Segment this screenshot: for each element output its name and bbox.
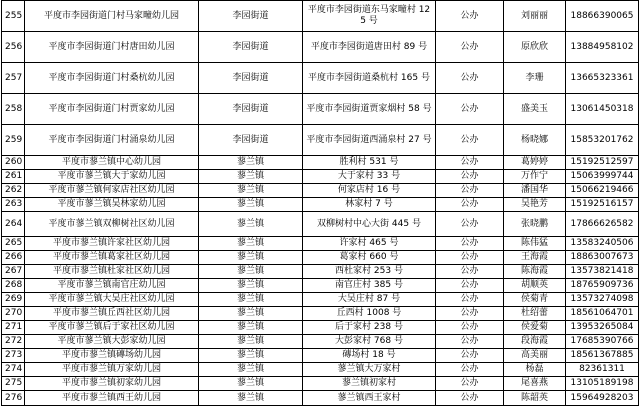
- table-row: [2, 377, 639, 391]
- row-number: 274: [2, 363, 25, 377]
- street-name: 蓼兰镇: [199, 251, 303, 265]
- street-name: 蓼兰镇: [199, 156, 303, 170]
- row-number: 261: [2, 170, 25, 184]
- kindergarten-name: 平度市蓼兰镇大彭家幼儿园: [25, 335, 199, 349]
- ownership-type: 公办: [436, 237, 504, 251]
- contact-person: 杜绍蕾: [504, 307, 566, 321]
- table-row: [2, 1, 639, 32]
- ownership-type: 公办: [436, 307, 504, 321]
- row-number: 269: [2, 293, 25, 307]
- contact-person: 吴艳芳: [504, 198, 566, 212]
- contact-person: 葛婷婷: [504, 156, 566, 170]
- table-row: [2, 279, 639, 293]
- ownership-type: 公办: [436, 63, 504, 94]
- address: 许家村 465 号: [303, 237, 436, 251]
- row-number: 262: [2, 184, 25, 198]
- phone-number: 13105189198: [566, 377, 639, 391]
- row-number: 259: [2, 125, 25, 156]
- kindergarten-name: 平度市蓼兰镇初家幼儿园: [25, 377, 199, 391]
- contact-person: 陈伟猛: [504, 237, 566, 251]
- table-row: [2, 363, 639, 377]
- street-name: 蓼兰镇: [199, 212, 303, 237]
- street-name: 蓼兰镇: [199, 279, 303, 293]
- table-row: [2, 265, 639, 279]
- row-number: 256: [2, 32, 25, 63]
- row-number: 263: [2, 198, 25, 212]
- ownership-type: 公办: [436, 391, 504, 406]
- kindergarten-name: 平度市李园街道门村涌泉幼儿园: [25, 125, 199, 156]
- table-row: [2, 307, 639, 321]
- kindergarten-name: 平度市李园街道门村桑杭幼儿园: [25, 63, 199, 94]
- address: 大吴庄村 87 号: [303, 293, 436, 307]
- ownership-type: 公办: [436, 251, 504, 265]
- kindergarten-name: 平度市蓼兰镇大吴庄社区幼儿园: [25, 293, 199, 307]
- table-row: [2, 251, 639, 265]
- contact-person: 杨磊: [504, 363, 566, 377]
- ownership-type: 公办: [436, 125, 504, 156]
- phone-number: 13573821418: [566, 265, 639, 279]
- street-name: 蓼兰镇: [199, 170, 303, 184]
- street-name: 蓼兰镇: [199, 184, 303, 198]
- kindergarten-table: [1, 0, 639, 406]
- row-number: 255: [2, 1, 25, 32]
- address: 磚场村 18 号: [303, 349, 436, 363]
- address: 蓼兰镇西王家村: [303, 391, 436, 406]
- kindergarten-name: 平度市蓼兰镇南官庄幼儿园: [25, 279, 199, 293]
- row-number: 264: [2, 212, 25, 237]
- address: 大于家村 33 号: [303, 170, 436, 184]
- ownership-type: 公办: [436, 265, 504, 279]
- contact-person: 尾喜燕: [504, 377, 566, 391]
- phone-number: 18866390065: [566, 1, 639, 32]
- row-number: 268: [2, 279, 25, 293]
- ownership-type: 公办: [436, 349, 504, 363]
- kindergarten-name: 平度市蓼兰镇葛家社区幼儿园: [25, 251, 199, 265]
- kindergarten-name: 平度市蓼兰镇中心幼儿园: [25, 156, 199, 170]
- table-row: [2, 94, 639, 125]
- ownership-type: 公办: [436, 363, 504, 377]
- table-row: [2, 237, 639, 251]
- table-row: [2, 63, 639, 94]
- kindergarten-name: 平度市蓼兰镇丘西社区幼儿园: [25, 307, 199, 321]
- phone-number: 13583240506: [566, 237, 639, 251]
- contact-person: 盛美玉: [504, 94, 566, 125]
- kindergarten-name: 平度市蓼兰镇许家社区幼儿园: [25, 237, 199, 251]
- contact-person: 杨晓娜: [504, 125, 566, 156]
- kindergarten-name: 平度市李园街道门村唐田幼儿园: [25, 32, 199, 63]
- phone-number: 18561064701: [566, 307, 639, 321]
- street-name: 蓼兰镇: [199, 363, 303, 377]
- address: 何家店村 16 号: [303, 184, 436, 198]
- street-name: 李园街道: [199, 32, 303, 63]
- phone-number: 82361311: [566, 363, 639, 377]
- phone-number: 15192516157: [566, 198, 639, 212]
- table-row: [2, 321, 639, 335]
- table-row: [2, 184, 639, 198]
- address: 后于家村 238 号: [303, 321, 436, 335]
- kindergarten-name: 平度市李园街道门村贾家幼儿园: [25, 94, 199, 125]
- address: 西杜家村 253 号: [303, 265, 436, 279]
- contact-person: 刘丽丽: [504, 1, 566, 32]
- kindergarten-name: 平度市蓼兰镇磚场幼儿园: [25, 349, 199, 363]
- table-row: [2, 335, 639, 349]
- contact-person: 王海霞: [504, 251, 566, 265]
- kindergarten-name: 平度市蓼兰镇何家店社区幼儿园: [25, 184, 199, 198]
- table-row: [2, 170, 639, 184]
- phone-number: 13061450318: [566, 94, 639, 125]
- table-row: [2, 293, 639, 307]
- street-name: 蓼兰镇: [199, 265, 303, 279]
- row-number: 258: [2, 94, 25, 125]
- ownership-type: 公办: [436, 94, 504, 125]
- table-row: [2, 125, 639, 156]
- phone-number: 13953265084: [566, 321, 639, 335]
- street-name: 蓼兰镇: [199, 237, 303, 251]
- row-number: 271: [2, 321, 25, 335]
- ownership-type: 公办: [436, 32, 504, 63]
- ownership-type: 公办: [436, 377, 504, 391]
- phone-number: 17866626582: [566, 212, 639, 237]
- address: 胜利村 531 号: [303, 156, 436, 170]
- table-row: [2, 212, 639, 237]
- row-number: 267: [2, 265, 25, 279]
- street-name: 蓼兰镇: [199, 349, 303, 363]
- ownership-type: 公办: [436, 279, 504, 293]
- address: 丘西村 1008 号: [303, 307, 436, 321]
- ownership-type: 公办: [436, 335, 504, 349]
- ownership-type: 公办: [436, 321, 504, 335]
- phone-number: 15853201762: [566, 125, 639, 156]
- phone-number: 15192512597: [566, 156, 639, 170]
- kindergarten-name: 平度市蓼兰镇万家幼儿园: [25, 363, 199, 377]
- phone-number: 15063999744: [566, 170, 639, 184]
- street-name: 李园街道: [199, 63, 303, 94]
- kindergarten-name: 平度市蓼兰镇后于家社区幼儿园: [25, 321, 199, 335]
- row-number: 266: [2, 251, 25, 265]
- address: 大彭家村 768 号: [303, 335, 436, 349]
- address: 蓼兰镇初家村: [303, 377, 436, 391]
- street-name: 李园街道: [199, 1, 303, 32]
- contact-person: 高美丽: [504, 349, 566, 363]
- ownership-type: 公办: [436, 293, 504, 307]
- address: 南官庄村 385 号: [303, 279, 436, 293]
- row-number: 257: [2, 63, 25, 94]
- ownership-type: 公办: [436, 170, 504, 184]
- phone-number: 13884958102: [566, 32, 639, 63]
- street-name: 蓼兰镇: [199, 307, 303, 321]
- street-name: 蓼兰镇: [199, 321, 303, 335]
- ownership-type: 公办: [436, 156, 504, 170]
- table-row: [2, 32, 639, 63]
- address: 林家村 7 号: [303, 198, 436, 212]
- kindergarten-name: 平度市蓼兰镇西王幼儿园: [25, 391, 199, 406]
- phone-number: 15066219466: [566, 184, 639, 198]
- kindergarten-name: 平度市蓼兰镇双柳树社区幼儿园: [25, 212, 199, 237]
- row-number: 275: [2, 377, 25, 391]
- phone-number: 18561367885: [566, 349, 639, 363]
- contact-person: 侯爱菊: [504, 321, 566, 335]
- table-row: [2, 198, 639, 212]
- street-name: 蓼兰镇: [199, 293, 303, 307]
- street-name: 蓼兰镇: [199, 391, 303, 406]
- phone-number: 17685390766: [566, 335, 639, 349]
- phone-number: 13573274098: [566, 293, 639, 307]
- address: 平度市李园街道西涌泉村 27 号: [303, 125, 436, 156]
- row-number: 273: [2, 349, 25, 363]
- address: 平度市李园街道桑杭村 165 号: [303, 63, 436, 94]
- address: 双柳树村中心大街 445 号: [303, 212, 436, 237]
- street-name: 蓼兰镇: [199, 377, 303, 391]
- contact-person: 万作宁: [504, 170, 566, 184]
- ownership-type: 公办: [436, 198, 504, 212]
- phone-number: 18765909736: [566, 279, 639, 293]
- address: 蓼兰镇大万家村: [303, 363, 436, 377]
- street-name: 李园街道: [199, 125, 303, 156]
- row-number: 272: [2, 335, 25, 349]
- contact-person: 陈韶英: [504, 391, 566, 406]
- contact-person: 侯菊青: [504, 293, 566, 307]
- contact-person: 段海霞: [504, 335, 566, 349]
- contact-person: 原欣欣: [504, 32, 566, 63]
- contact-person: 李珊: [504, 63, 566, 94]
- contact-person: 潘国华: [504, 184, 566, 198]
- street-name: 李园街道: [199, 94, 303, 125]
- contact-person: 陈海霞: [504, 265, 566, 279]
- kindergarten-name: 平度市蓼兰镇吴林家幼儿园: [25, 198, 199, 212]
- contact-person: 胡顺英: [504, 279, 566, 293]
- kindergarten-name: 平度市蓼兰镇杜家社区幼儿园: [25, 265, 199, 279]
- address: 平度市李园街道唐田村 89 号: [303, 32, 436, 63]
- table-row: [2, 391, 639, 406]
- table-row: [2, 349, 639, 363]
- contact-person: 张晓鹏: [504, 212, 566, 237]
- row-number: 276: [2, 391, 25, 406]
- table-row: [2, 156, 639, 170]
- street-name: 蓼兰镇: [199, 198, 303, 212]
- address: 平度市李园街道东马家疃村 125 号: [303, 1, 436, 32]
- address: 平度市李园街道贾家烟村 58 号: [303, 94, 436, 125]
- ownership-type: 公办: [436, 1, 504, 32]
- phone-number: 13665323361: [566, 63, 639, 94]
- address: 葛家村 660 号: [303, 251, 436, 265]
- kindergarten-name: 平度市李园街道门村马家疃幼儿园: [25, 1, 199, 32]
- ownership-type: 公办: [436, 212, 504, 237]
- phone-number: 18863007673: [566, 251, 639, 265]
- row-number: 260: [2, 156, 25, 170]
- street-name: 蓼兰镇: [199, 335, 303, 349]
- row-number: 270: [2, 307, 25, 321]
- kindergarten-name: 平度市蓼兰镇大于家幼儿园: [25, 170, 199, 184]
- phone-number: 15964928203: [566, 391, 639, 406]
- row-number: 265: [2, 237, 25, 251]
- ownership-type: 公办: [436, 184, 504, 198]
